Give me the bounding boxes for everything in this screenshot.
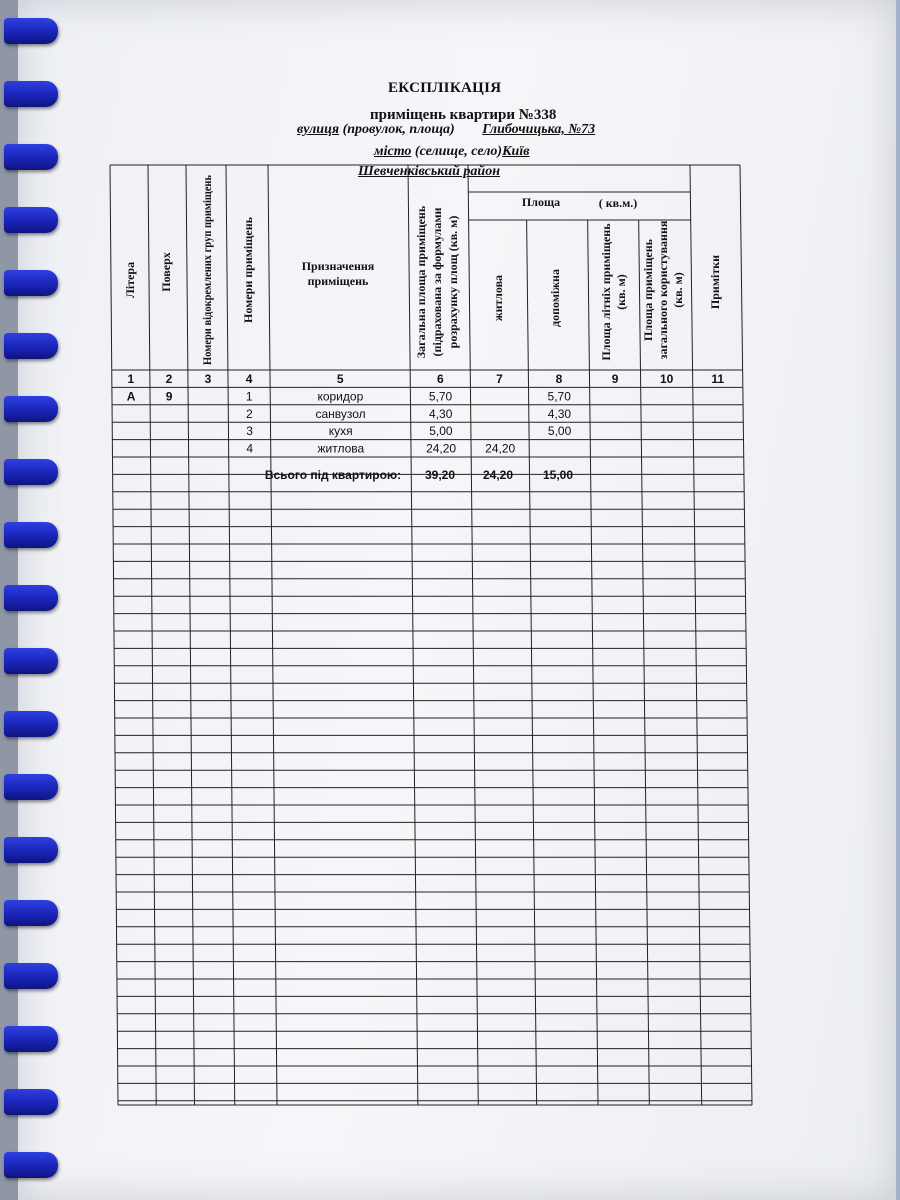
column-number-row [128,372,725,386]
grid-vline [740,165,752,1105]
column-number: 10 [659,372,674,386]
header-area-units: ( кв.м.) [598,196,638,210]
header-litera: Літера [123,261,137,299]
city-label: (селище, село) [414,144,503,159]
header-total-line1: Загальна площа приміщень [414,205,428,359]
cell-total-area: 24,20 [426,441,457,456]
grid-vline [268,165,277,1105]
document-title: ЕКСПЛІКАЦІЯ [388,80,502,96]
column-number: 1 [127,372,135,386]
grid-vline [588,220,598,1105]
grid-vline [148,165,156,1105]
header-notes: Примітки [708,254,722,310]
header-purpose-line2: приміщень [307,274,369,288]
cell-floor: 9 [165,389,173,404]
total-auxiliary: 15,00 [542,468,574,482]
column-number: 8 [555,372,563,386]
cell-purpose: кухя [328,424,353,439]
cell-total-area: 5,70 [428,389,453,404]
column-number: 11 [711,372,725,386]
header-living: житлова [491,274,505,322]
grid-vline [468,165,478,1105]
grid-vline [186,165,194,1105]
total-label: Всього під квартирою: [264,468,402,482]
cell-room-number: 4 [246,441,254,456]
header-group-numbers: Номери відокремлених груп приміщень [200,147,214,365]
street-label: (провулок, площа) [342,122,455,137]
header-area-group: Площа [521,195,561,209]
grid-vline [639,220,650,1105]
table-row [246,407,571,421]
header-total-line3: розрахунку площ (кв. м) [446,215,460,349]
grid-vline [690,165,702,1105]
header-common-line2: загального користування [656,220,670,360]
header-summer-line1: Площа літніх приміщень [599,223,613,361]
cell-room-number: 2 [246,406,253,421]
total-area: 39,20 [424,468,456,482]
column-number: 5 [336,372,344,386]
cell-auxiliary-area: 5,00 [547,424,572,439]
cell-living-area: 24,20 [485,441,516,456]
header-total-line2: (підрахована за формулами [430,207,444,357]
column-number: 3 [204,372,212,386]
table-row [246,442,515,456]
grid-vline [527,220,537,1105]
cell-purpose: житлова [317,441,365,456]
city-value: Київ [502,144,530,159]
header-room-numbers: Номери приміщень [241,217,255,323]
district-line: Шевченківський район [358,164,500,179]
table-row [246,424,571,438]
column-number: 7 [496,372,503,386]
document-subtitle: приміщень квартири №338 [370,107,557,123]
street-value: Глибочицька, №73 [482,122,596,137]
cell-purpose: коридор [317,389,364,404]
cell-room-number: 1 [245,389,253,404]
cell-auxiliary-area: 4,30 [547,406,572,421]
header-floor: Поверх [159,252,173,292]
grid-vline [110,165,118,1105]
total-living: 24,20 [482,468,514,482]
cell-purpose: санвузол [315,406,366,421]
header-summer-line2: (кв. м) [614,274,628,310]
cell-total-area: 4,30 [429,406,453,421]
cell-total-area: 5,00 [429,424,453,439]
cell-room-number: 3 [246,424,253,439]
city-prefix: місто [374,144,412,159]
header-common-line3: (кв. м) [671,272,685,308]
cell-litera: А [126,389,136,404]
column-number: 9 [611,372,619,386]
header-purpose-line1: Призначення [301,259,375,273]
column-number: 4 [245,372,253,386]
column-number: 2 [165,372,173,386]
column-number: 6 [436,372,444,386]
street-prefix: вулиця [297,122,340,137]
header-auxiliary: допоміжна [548,269,562,327]
cell-auxiliary-area: 5,70 [547,389,571,404]
header-common-line1: Площа приміщень [641,239,655,341]
table-row [127,389,572,403]
total-row [265,468,573,482]
grid-vline [226,165,235,1105]
